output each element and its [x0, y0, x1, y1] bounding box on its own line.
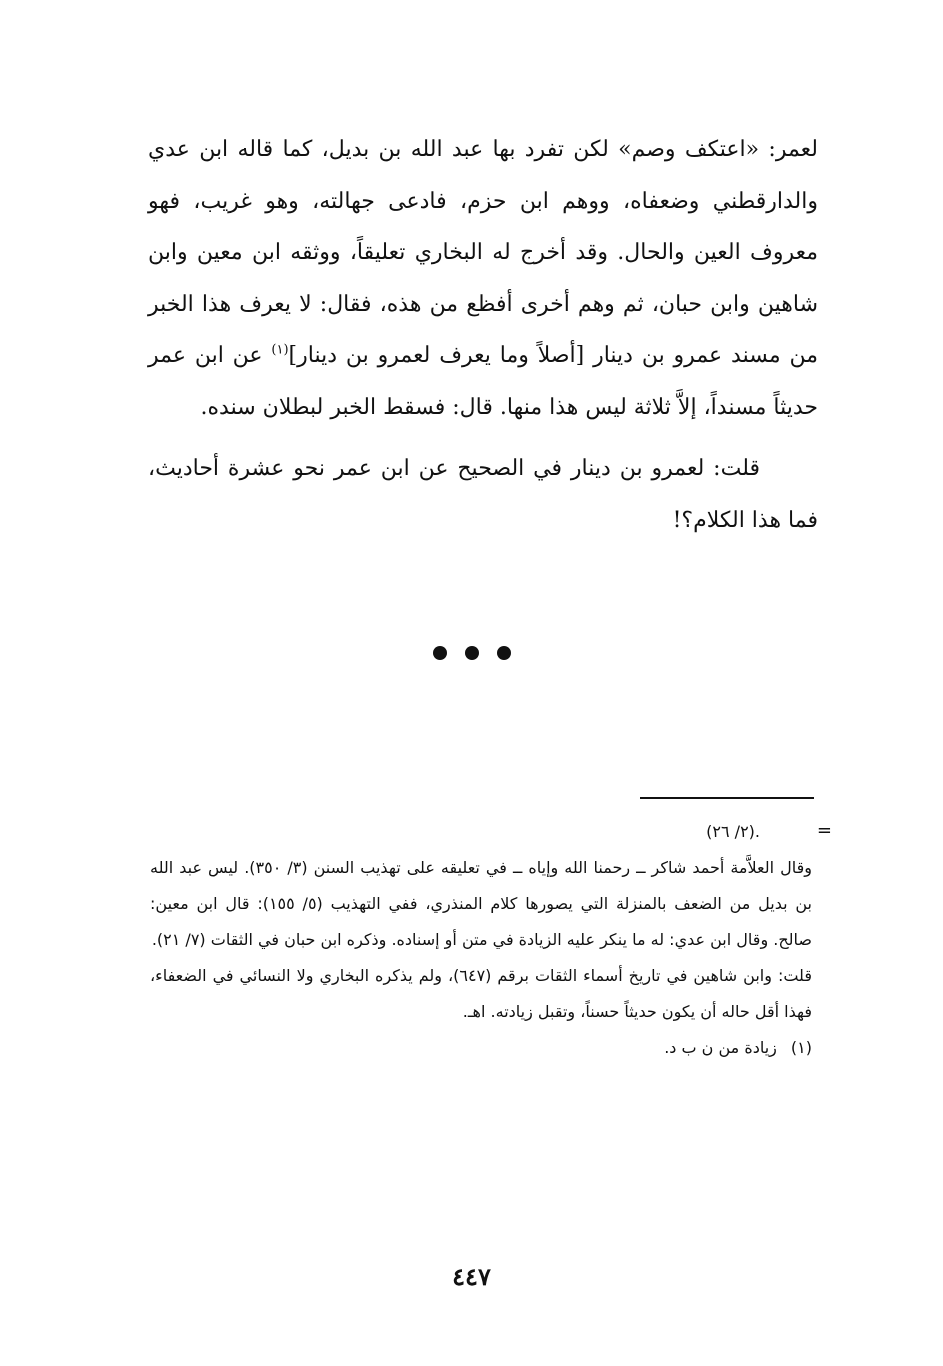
main-text	[148, 124, 818, 546]
footnote-number: (١)	[790, 1038, 812, 1057]
separator-dot	[497, 646, 511, 660]
footnote-1	[150, 1030, 812, 1066]
page-number: ٤٤٧	[452, 1262, 491, 1291]
footnote-text: زيادة من ن ب د.	[664, 1038, 777, 1057]
paragraph-1-text-continued: عن ابن عمر حديثاً مسنداً، إلاَّ ثلاثة ليس هذا منها. قال: فسقط الخبر لبطلان سنده.	[148, 343, 818, 420]
footnote-continuation	[150, 814, 832, 1030]
footnote-reference: (١)	[271, 342, 289, 358]
separator-dot	[433, 646, 447, 660]
section-separator	[0, 645, 943, 664]
separator-dot	[465, 646, 479, 660]
continuation-marker: =	[816, 820, 832, 841]
footnote-line: قلت: وابن شاهين في تاريخ أسماء الثقات برقم (٦٤٧)، ولم يذكره البخاري ولا النسائي في الضعفاء، فهذا أقل حاله أن يكون حديثاً حسناً، وتقبل زيادته. اهـ.	[150, 966, 812, 1021]
footnotes	[150, 814, 832, 1066]
paragraph-1	[148, 124, 818, 433]
footnote-line: وقال العلاَّمة أحمد شاكر ــ رحمنا الله وإياه ــ في تعليقه على تهذيب السنن (٣/ ٣٥٠). ليس عبد الله بن بديل من الضعف بالمنزلة التي يصورها كلام المنذري، ففي التهذيب (٥/ ١٥٥): قال ابن معين: صالح. وقال ابن عدي: له ما ينكر عليه الزيادة في متن أو إسناده. وذكره ابن حبان في الثقات (٧/ ٢١).	[150, 858, 813, 949]
paragraph-1-text: لعمر: «اعتكف وصم» لكن تفرد بها عبد الله بن بديل، كما قاله ابن عدي والدارقطني وضعفاه، ووهم ابن حزم، فادعى جهالته، وهو غريب، فهو معروف العين والحال. وقد أخرج له البخاري تعليقاً، ووثقه ابن معين وابن شاهين وابن حبان، ثم وهم أخرى أفظع من هذه، فقال: لا يعرف هذا الخبر من مسند عمرو بن دينار [أصلاً وما يعرف لعمرو بن دينار]	[148, 137, 818, 368]
footnote-divider	[640, 797, 814, 799]
footnote-line: .(٢/ ٢٦)	[706, 822, 760, 841]
paragraph-2: قلت: لعمرو بن دينار في الصحيح عن ابن عمر نحو عشرة أحاديث، فما هذا الكلام؟!	[148, 456, 818, 533]
